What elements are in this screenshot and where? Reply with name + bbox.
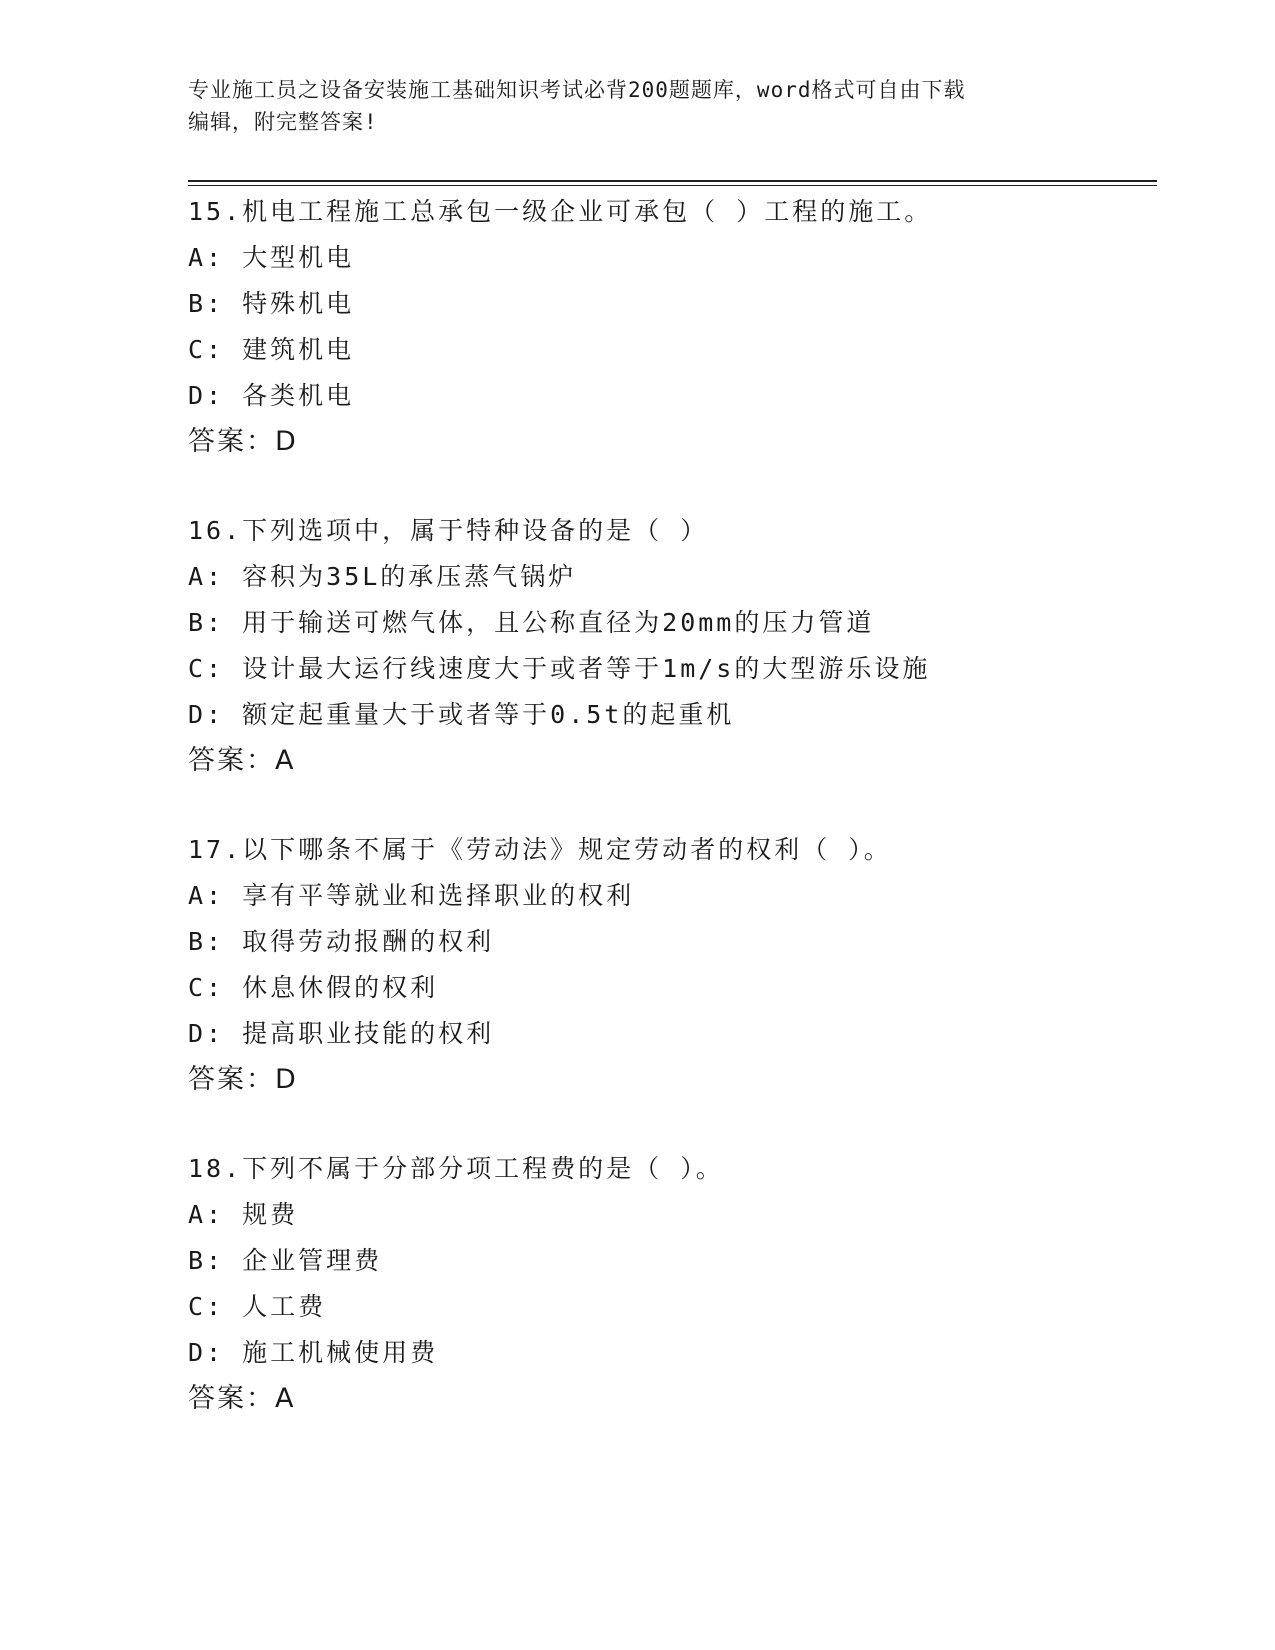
option-c: C: 人工费 [188,1292,327,1321]
header-divider-thick [188,180,1157,182]
question-stem: 15.机电工程施工总承包一级企业可承包（ ）工程的施工。 [188,197,933,226]
option-b: B: 企业管理费 [188,1246,383,1275]
question-list [188,189,1157,1465]
header-title-line-2: 编辑，附完整答案! [188,110,378,134]
answer-label: 答案：A [188,745,296,776]
question-stem: 17.以下哪条不属于《劳动法》规定劳动者的权利（ ）。 [188,835,892,864]
option-c: C: 设计最大运行线速度大于或者等于1m/s的大型游乐设施 [188,654,931,683]
option-c: C: 建筑机电 [188,335,355,364]
header-title-line-1: 专业施工员之设备安装施工基础知识考试必背200题题库，word格式可自由下载 [188,78,966,102]
option-c: C: 休息休假的权利 [188,973,439,1002]
option-a: A: 容积为35L的承压蒸气锅炉 [188,562,577,591]
question-17 [188,827,1157,1103]
document-header [188,74,1088,138]
option-d: D: 施工机械使用费 [188,1338,439,1367]
option-b: B: 用于输送可燃气体，且公称直径为20mm的压力管道 [188,608,875,637]
option-a: A: 大型机电 [188,243,355,272]
question-stem: 16.下列选项中，属于特种设备的是（ ） [188,516,709,545]
option-d: D: 各类机电 [188,381,355,410]
option-d: D: 提高职业技能的权利 [188,1019,495,1048]
option-a: A: 享有平等就业和选择职业的权利 [188,881,635,910]
question-16 [188,508,1157,784]
option-d: D: 额定起重量大于或者等于0.5t的起重机 [188,700,735,729]
answer-label: 答案：D [188,1064,298,1095]
question-15 [188,189,1157,465]
question-18 [188,1146,1157,1422]
option-b: B: 特殊机电 [188,289,355,318]
answer-label: 答案：A [188,1383,296,1414]
option-b: B: 取得劳动报酬的权利 [188,927,495,956]
header-divider-thin [188,185,1157,186]
option-a: A: 规费 [188,1200,299,1229]
question-stem: 18.下列不属于分部分项工程费的是（ ）。 [188,1154,724,1183]
answer-label: 答案：D [188,426,298,457]
